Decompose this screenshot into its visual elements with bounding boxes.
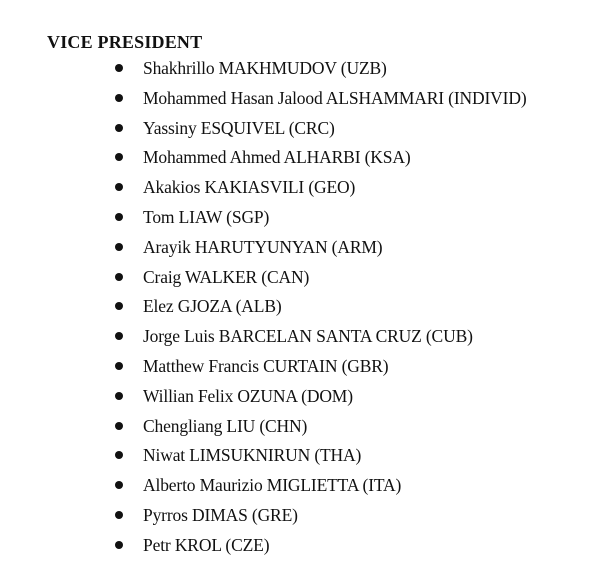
candidate-name: Chengliang LIU (CHN) [143, 415, 308, 436]
candidate-name: Mohammed Hasan Jalood ALSHAMMARI (INDIVID) [143, 87, 527, 108]
bullet-icon [115, 332, 123, 340]
candidate-name: Shakhrillo MAKHMUDOV (UZB) [143, 58, 387, 78]
candidate-name: Alberto Maurizio MIGLIETTA (ITA) [143, 475, 402, 496]
bullet-icon [115, 153, 123, 161]
candidate-name: Mohammed Ahmed ALHARBI (KSA) [143, 147, 411, 168]
candidate-name: Matthew Francis CURTAIN (GBR) [143, 355, 389, 376]
bullet-icon [115, 64, 123, 72]
bullet-icon [115, 392, 123, 400]
candidate-name: Willian Felix OZUNA (DOM) [143, 385, 353, 406]
candidate-name: Craig WALKER (CAN) [143, 266, 310, 287]
bullet-icon [115, 124, 123, 132]
bullet-icon [115, 451, 123, 459]
bullet-icon [115, 481, 123, 489]
bullet-icon [115, 213, 123, 221]
bullet-icon [115, 243, 123, 251]
candidate-name: Pyrros DIMAS (GRE) [143, 504, 298, 525]
bullet-icon [115, 422, 123, 430]
bullet-icon [115, 183, 123, 191]
candidate-name: Petr KROL (CZE) [143, 534, 270, 555]
bullet-icon [115, 302, 123, 310]
section-heading: VICE PRESIDENT [47, 32, 203, 52]
candidate-name: Jorge Luis BARCELAN SANTA CRUZ (CUB) [143, 326, 473, 347]
candidate-name: Arayik HARUTYUNYAN (ARM) [143, 236, 383, 257]
bullet-icon [115, 273, 123, 281]
bullet-icon [115, 94, 123, 102]
candidate-name: Tom LIAW (SGP) [143, 206, 270, 227]
candidate-name: Akakios KAKIASVILI (GEO) [143, 177, 356, 198]
candidate-name: Niwat LIMSUKNIRUN (THA) [143, 445, 362, 466]
candidate-name: Elez GJOZA (ALB) [143, 296, 282, 317]
bullet-icon [115, 511, 123, 519]
bullet-icon [115, 362, 123, 370]
bullet-icon [115, 541, 123, 549]
candidate-name: Yassiny ESQUIVEL (CRC) [143, 117, 335, 138]
